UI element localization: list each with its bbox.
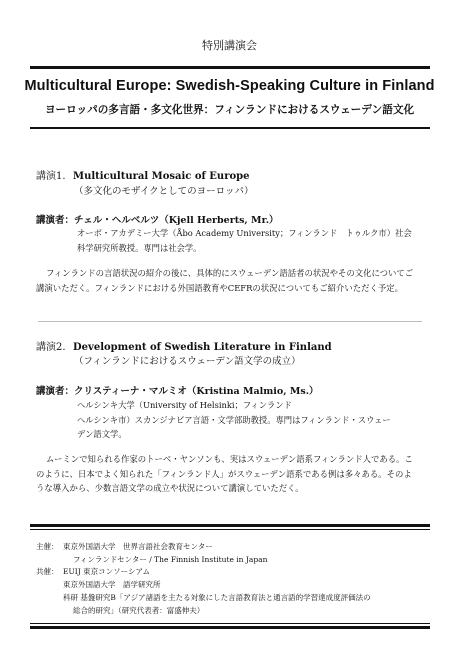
footer-bottom-rule-thin xyxy=(30,623,430,624)
organizer-line1 xyxy=(36,541,371,554)
organizer-2: フィンランドセンター / The Finnish Institute in Japan xyxy=(73,554,268,564)
title-top-rule xyxy=(30,66,430,69)
lecture1-speaker-suffix: ） xyxy=(269,215,279,226)
lecture1-speaker-prefix: 講演者：チェル・ヘルベルツ（ xyxy=(36,215,169,226)
cosponsor-label: 共催： xyxy=(36,567,59,577)
lecture1-heading xyxy=(36,167,250,182)
lecture1-speaker xyxy=(36,212,279,226)
lecture1-subtitle: （多文化のモザイクとしてのヨーロッパ） xyxy=(74,186,254,197)
lecture1-number: 講演1. xyxy=(36,171,66,182)
event-type-label: 特別講演会 xyxy=(202,39,257,52)
cosponsor-1: EUIJ 東京コンソーシアム xyxy=(63,567,150,577)
title-bottom-rule xyxy=(30,127,430,129)
lecture1-affiliation xyxy=(77,226,419,255)
grant-line1: 科研 基盤研究B「アジア諸語を主たる対象にした言語教育法と通言語的学習達成度評価法の xyxy=(63,592,371,602)
lecture2-affiliation xyxy=(77,398,419,442)
lecture2-affiliation-line2: ヘルシンキ市）スカンジナビア言語・文学部助教授。専門はフィンランド・スウェー xyxy=(77,414,391,425)
cosponsor-line1 xyxy=(36,566,371,579)
lecture2-number: 講演2. xyxy=(36,342,66,353)
lecture2-affiliation-line3: デン語文学。 xyxy=(77,429,127,439)
title-english: Multicultural Europe: Swedish-Speaking Culture in Finland xyxy=(24,78,435,94)
organizers-block xyxy=(36,541,371,617)
lecture2-speaker-prefix: 講演者：クリスティーナ・マルミオ（ xyxy=(36,386,197,397)
lecture1-affiliation-line1: オーボ・アカデミー大学（Åbo Academy University；フィンランド トゥルク市）社会 xyxy=(77,228,412,238)
lecture2-speaker-suffix: ） xyxy=(309,386,319,397)
footer-top-rule-thin xyxy=(30,529,430,530)
cosponsor-2: 東京外国語大学 語学研究所 xyxy=(63,580,161,590)
footer-bottom-rule xyxy=(30,626,430,629)
lecture1-speaker-name: Kjell Herberts, Mr. xyxy=(168,215,270,226)
lecture2-speaker xyxy=(36,383,319,397)
lecture1-description: フィンランドの言語状況の紹介の後に、具体的にスウェーデン語話者の状況やその文化についてご講演いただく。フィンランドにおける外国語教育やCEFRの状況についてもご紹介いただく予定。 xyxy=(36,268,414,293)
organizer-label: 主催： xyxy=(36,542,59,551)
lecture2-affiliation-line1: ヘルシンキ大学（University of Helsinki；フィンランド xyxy=(77,400,292,410)
lecture2-title: Development of Swedish Literature in Finland xyxy=(73,342,332,353)
grant-line2: 総合的研究」（研究代表者：富盛伸夫） xyxy=(73,605,205,615)
lecture2-description: ムーミンで知られる作家のトーベ・ヤンソンも、実はスウェーデン語系フィンランド人である。このように、日本でよく知られた「フィンランド人」がスウェーデン語系である例は多々ある。そのような導入から、少数言語文学の成立や状況について講演していただく。 xyxy=(36,454,413,493)
lecture2-heading xyxy=(36,338,332,353)
lecture1-title: Multicultural Mosaic of Europe xyxy=(73,171,250,182)
organizer-1: 東京外国語大学 世界言語社会教育センター xyxy=(63,542,213,551)
section-divider xyxy=(38,321,422,322)
lecture2-subtitle: （フィンランドにおけるスウェーデン語文学の成立） xyxy=(74,356,301,367)
lecture1-affiliation-line2: 科学研究所教授。専門は社会学。 xyxy=(77,242,202,253)
title-japanese: ヨーロッパの多言語・多文化世界：フィンランドにおけるスウェーデン語文化 xyxy=(44,104,415,116)
footer-top-rule xyxy=(30,524,430,527)
lecture2-speaker-name: Kristina Malmio, Ms. xyxy=(196,386,310,397)
